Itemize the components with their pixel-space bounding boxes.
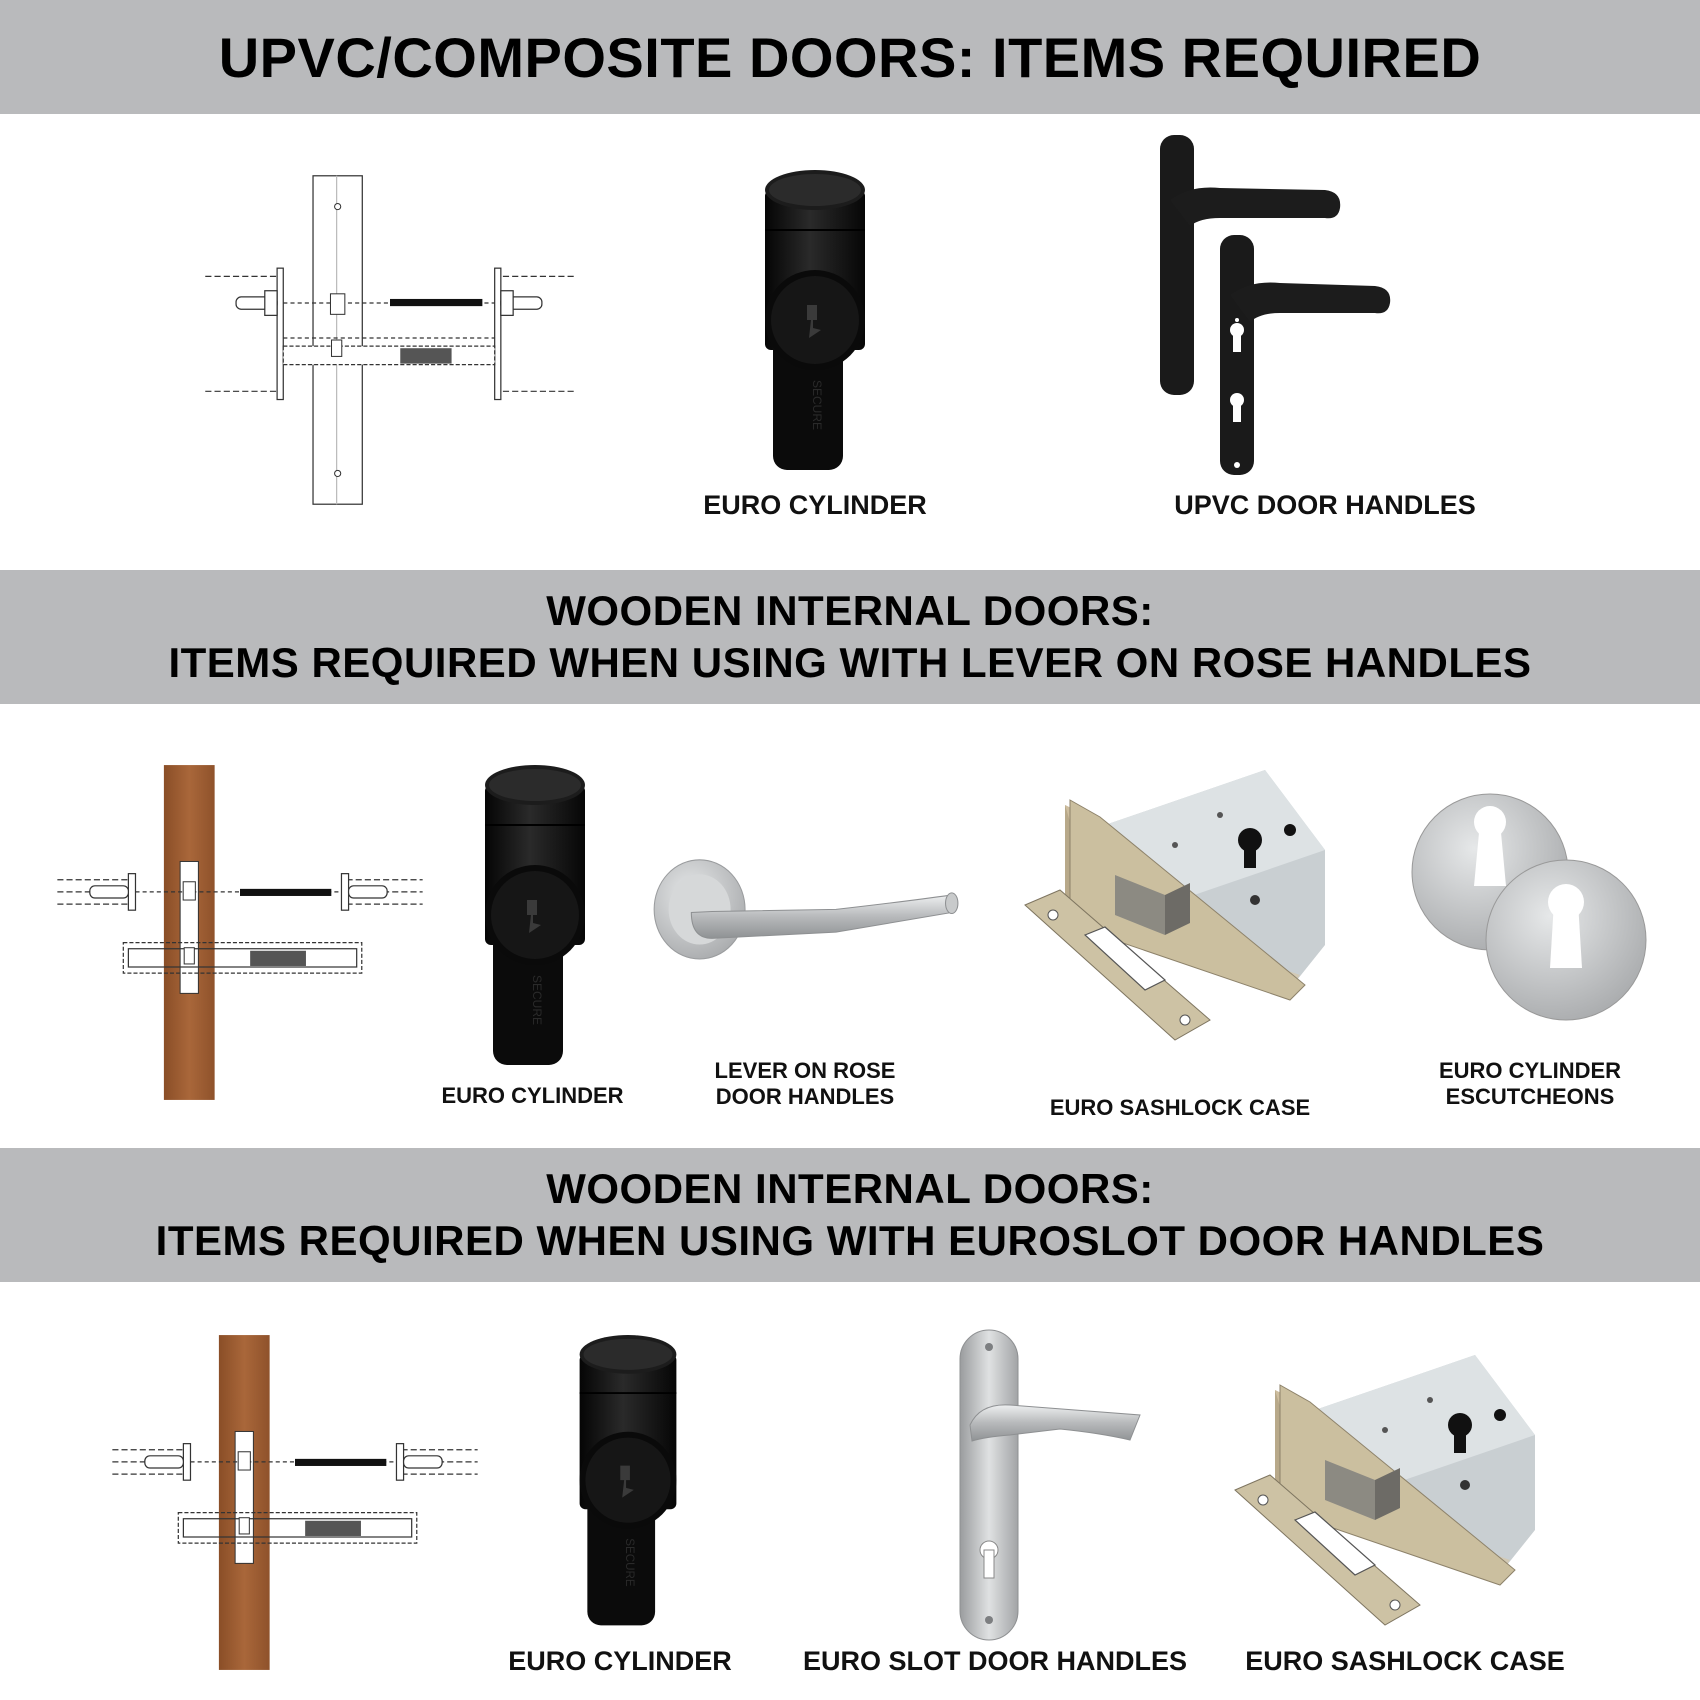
door-lock-diagram-icon xyxy=(195,165,585,515)
section-title-line-2: ITEMS REQUIRED WHEN USING WITH EUROSLOT DOOR HANDLES xyxy=(155,1217,1545,1264)
item-label-euro-sashlock-case: EURO SASHLOCK CASE xyxy=(1245,1646,1565,1676)
wooden-door-diagram-icon xyxy=(40,760,440,1105)
euro-cylinder-icon xyxy=(568,1335,688,1635)
item-label-euro-cylinder: EURO CYLINDER xyxy=(703,490,927,520)
item-label-euro-slot-door-handles: EURO SLOT DOOR HANDLES xyxy=(802,1646,1187,1676)
section-title: UPVC/COMPOSITE DOORS: ITEMS REQUIRED xyxy=(218,25,1482,89)
item-label-escutcheons: EURO CYLINDER ESCUTCHEONS xyxy=(1438,1058,1622,1109)
section-title-line-2: ITEMS REQUIRED WHEN USING WITH LEVER ON ROSE HANDLES xyxy=(168,639,1532,686)
euro-sashlock-case-icon xyxy=(1015,755,1355,1055)
item-label-euro-sashlock-case: EURO SASHLOCK CASE xyxy=(1049,1095,1311,1120)
wooden-door-diagram-icon xyxy=(95,1330,495,1675)
euro-cylinder-escutcheons-icon xyxy=(1393,790,1663,1030)
euro-sashlock-case-icon xyxy=(1225,1340,1565,1640)
section-title-line-1: WOODEN INTERNAL DOORS: xyxy=(546,1165,1154,1212)
section-3-header xyxy=(0,1148,1700,1282)
euro-slot-door-handle-icon xyxy=(950,1325,1150,1645)
item-label-lever-on-rose: LEVER ON ROSE DOOR HANDLES xyxy=(714,1058,896,1109)
item-label-euro-cylinder: EURO CYLINDER xyxy=(441,1083,624,1108)
lever-on-rose-handle-icon xyxy=(650,855,960,970)
section-title-line-1: WOODEN INTERNAL DOORS: xyxy=(546,587,1154,634)
euro-cylinder-icon xyxy=(755,170,875,480)
section-2-header xyxy=(0,570,1700,704)
section-1-header xyxy=(0,0,1700,114)
upvc-door-handles-icon xyxy=(1150,130,1410,480)
euro-cylinder-icon xyxy=(475,765,595,1075)
item-label-euro-cylinder: EURO CYLINDER xyxy=(508,1646,732,1676)
item-label-upvc-door-handles: UPVC DOOR HANDLES xyxy=(1174,490,1476,520)
